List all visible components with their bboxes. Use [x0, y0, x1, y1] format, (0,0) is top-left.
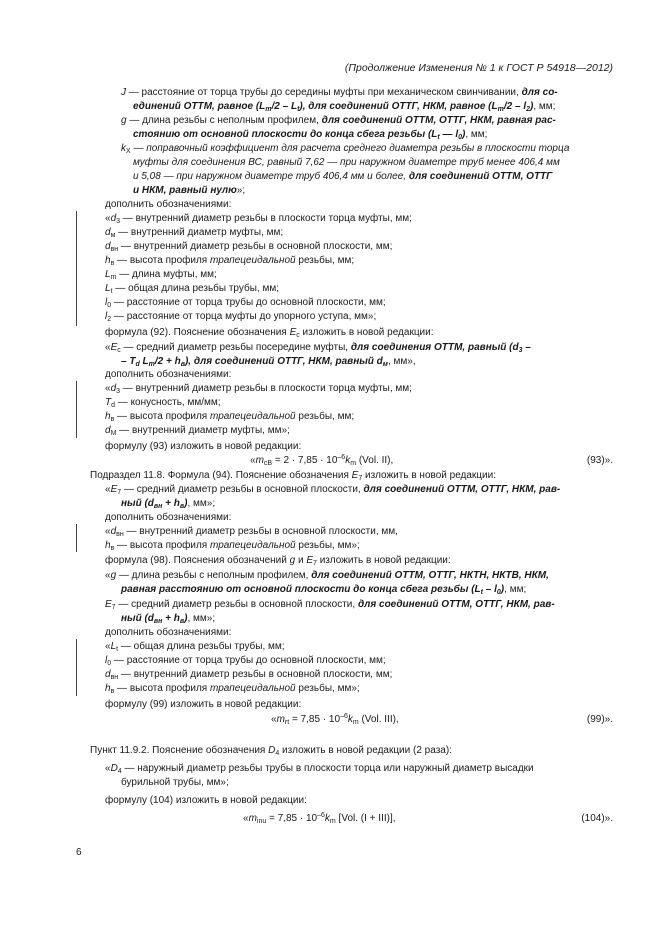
revision-bar	[76, 524, 77, 552]
text-line: J — расстояние от торца трубы до середины муфты при механическом свинчивании, для со-	[121, 87, 558, 98]
page-number: 6	[76, 847, 82, 858]
text-line: $d_М$ — внутренний диаметр муфты, мм»;	[105, 425, 290, 437]
text-line: дополнить обозначениями:	[105, 369, 232, 380]
text-line: $l_0$ — расстояние от торца трубы до основной плоскости, мм;	[105, 297, 386, 309]
revision-bar	[76, 211, 77, 326]
formula-number: (93)».	[586, 455, 613, 466]
text-line: «g — длина резьбы с неполным профилем, для соединений ОТТМ, ОТТГ, НКТН, НКТВ, НКМ,	[105, 570, 549, 581]
formula: «$m_{cB} = 2 \cdot 7,85 \cdot 10^{-6}k_m$ (Vol. II),	[250, 454, 394, 467]
text-line: дополнить обозначениями:	[105, 199, 232, 210]
text-line: равная расстоянию от основной плоскости до конца сбега резьбы $(L_t - l_0)$, мм;	[121, 584, 527, 596]
text-line: стоянию от основной плоскости до конца сбега резьбы ($L_t$ — $l_0$), мм;	[133, 129, 488, 141]
page-header: (Продолжение Изменения № 1 к ГОСТ Р 54918—2012)	[344, 62, 613, 74]
text-line: муфты для соединения ВС, равный 7,62 — при наружном диаметре труб менее 406,4 мм	[133, 157, 560, 168]
text-line: $k_X$ — поправочный коэффициент для расчета среднего диаметра резьбы в плоскости торца	[121, 143, 570, 155]
text-line: «$L_t$ — общая длина резьбы трубы, мм;	[105, 641, 285, 653]
text-line: формулу (93) изложить в новой редакции:	[105, 441, 302, 452]
text-line: «$d_3$ — внутренний диаметр резьбы в плоскости торца муфты, мм;	[105, 213, 412, 225]
text-line: единений ОТТМ, равное $(L_m/2 - L_t)$, для соединений ОТТГ, НКМ, равное $(L_m/2 - l_2)$, мм;	[133, 101, 556, 113]
text-line: $T_d$ — конусность, мм/мм;	[105, 397, 221, 409]
text-line: «$d_3$ — внутренний диаметр резьбы в плоскости торца муфты, мм;	[105, 383, 412, 395]
text-line: $h_в$ — высота профиля трапецеидальной резьбы, мм»;	[105, 540, 360, 552]
text-line: $L_m$ — длина муфты, мм;	[105, 269, 217, 281]
revision-bar	[76, 381, 77, 438]
text-line: Подраздел 11.8. Формула (94). Пояснение обозначения $E_7$ изложить в новой редакции:	[90, 470, 496, 482]
formula-number: (104)».	[581, 813, 613, 824]
text-line: g — длина резьбы с неполным профилем, для соединений ОТТМ, ОТТГ, НКМ, равная рас-	[121, 115, 556, 126]
text-line: Пункт 11.9.2. Пояснение обозначения $D_4$ изложить в новой редакции (2 раза):	[90, 745, 452, 757]
text-line: $h_в$ — высота профиля трапецеидальной резьбы, мм;	[105, 255, 355, 267]
text-line: и НКМ, равный нулю»;	[133, 185, 246, 196]
text-line: $h_в$ — высота профиля трапецеидальной резьбы, мм;	[105, 411, 355, 423]
text-line: «$E_7$ — средний диаметр резьбы в основной плоскости, для соединений ОТТМ, ОТТГ, НКМ, рав-	[105, 484, 561, 496]
text-line: формула (98). Пояснения обозначений g и $E_7$ изложить в новой редакции:	[105, 555, 451, 567]
formula: «$m_{rt} = 7,85 \cdot 10^{-6}k_m$ (Vol. III),	[271, 713, 399, 726]
formula: «$m_{inu} = 7,85 \cdot 10^{-6}k_m$ [Vol. (I + III)],	[243, 812, 396, 825]
text-line: $h_в$ — высота профиля трапецеидальной резьбы, мм»;	[105, 683, 360, 695]
text-line: $L_t$ — общая длина резьбы трубы, мм;	[105, 283, 279, 295]
text-line: и 5,08 — при наружном диаметре труб 406,4 мм и более, для соединений ОТТМ, ОТТГ	[133, 171, 553, 182]
text-line: «$d_{вн}$ — внутренний диаметр резьбы в основной плоскости, мм,	[105, 526, 398, 538]
text-line: $d_{вн}$ — внутренний диаметр резьбы в основной плоскости, мм;	[105, 241, 393, 253]
text-line: $E_7$ — средний диаметр резьбы в основной плоскости, для соединений ОТТМ, ОТТГ, НКМ, рав-	[105, 599, 555, 611]
text-line: формулу (104) изложить в новой редакции:	[105, 795, 307, 806]
revision-bar	[76, 639, 77, 696]
text-line: $l_2$ — расстояние от торца муфты до упорного уступа, мм»;	[105, 311, 377, 323]
text-line: $d_{вн}$ — внутренний диаметр резьбы в основной плоскости, мм;	[105, 669, 393, 681]
text-line: бурильной трубы, мм»;	[121, 777, 229, 788]
text-line: «$E_c$ — средний диаметр резьбы посередине муфты, для соединения ОТТМ, равный ($d_3$ –	[105, 342, 531, 354]
text-line: ный $(d_{вн} + h_в)$, мм»;	[121, 498, 216, 510]
text-line: формула (92). Пояснение обозначения $E_c$ изложить в новой редакции:	[105, 327, 434, 339]
text-line: дополнить обозначениями:	[105, 512, 232, 523]
text-line: формулу (99) изложить в новой редакции:	[105, 699, 302, 710]
text-line: – $T_d$ $L_m/2 + h_в$), для соединений ОТТГ, НКМ, равный $d_м$, мм»,	[121, 356, 416, 368]
text-line: «$D_4$ — наружный диаметр резьбы трубы в плоскости торца или наружный диаметр высадки	[105, 763, 534, 775]
text-line: ный $(d_{вн} + h_в)$, мм»;	[121, 613, 216, 625]
text-line: дополнить обозначениями:	[105, 627, 232, 638]
formula-number: (99)».	[586, 714, 613, 725]
text-line: $d_м$ — внутренний диаметр муфты, мм;	[105, 227, 284, 239]
text-line: $l_0$ — расстояние от торца трубы до основной плоскости, мм;	[105, 655, 386, 667]
